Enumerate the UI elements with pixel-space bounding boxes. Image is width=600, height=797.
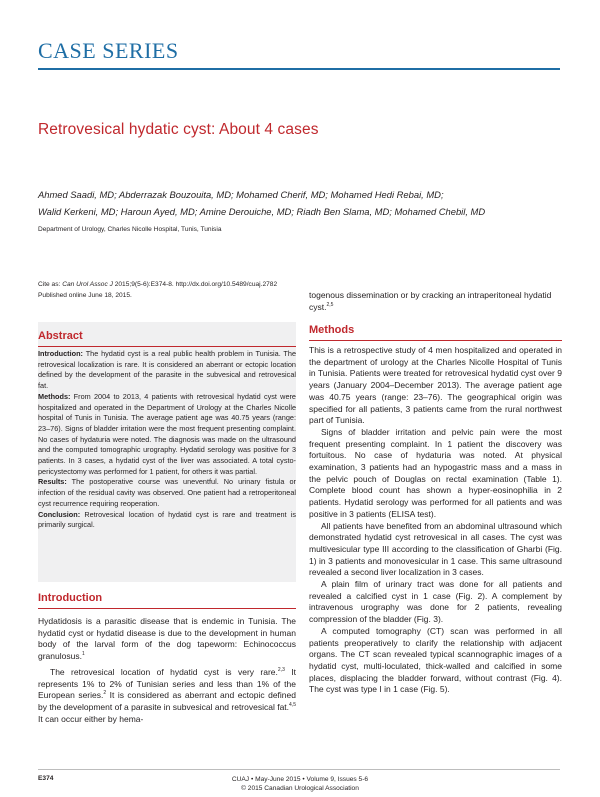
- abstract-results: [38, 477, 296, 509]
- citation-doi[interactable]: 2015;9(5-6):E374-8. http://dx.doi.org/10.5489/cuaj.2782: [112, 281, 278, 288]
- citation-block: [38, 279, 298, 301]
- methods-paragraph: Signs of bladder irritation and pelvic pain were the most frequent presenting complaint. In 1 patient the discovery was fortuitous. No case of hydaturia was noted. At physical examination, 3 patients had an hypogastric mass and a mass in the pelvic pouch of Douglas on rectal examination (Table 1). Complete blood count has shown a hyper-eosinophilia in 2 patients. Hydatid serology was performed for all patients and was positive in 3 patients (ELISA test).: [309, 426, 562, 519]
- footer-journal: [0, 775, 600, 793]
- introduction-p2-text-a: The retrovesical location of hydatid cyst is very rare.: [50, 666, 278, 677]
- footer-divider: [38, 769, 560, 770]
- methods-paragraph: All patients have benefited from an abdominal ultrasound which demonstrated hydatid cyst retrovesical in all cases. The cyst was multivesicular type III according to the classification of Gharbi (Fig. 1) in 3 patients and monovesicular in 1 case. This same ultrasound revealed a second liver localization in 3 cases.: [309, 520, 562, 578]
- methods-body: [309, 345, 562, 696]
- continued-text: togenous dissemination or by cracking an intraperitoneal hydatid cyst.: [309, 290, 552, 312]
- copyright-line: © 2015 Canadian Urological Association: [241, 785, 359, 792]
- abstract-methods-label: Methods:: [38, 391, 71, 401]
- abstract-methods: [38, 392, 296, 478]
- journal-issue-line: CUAJ • May-June 2015 • Volume 9, Issues 5-6: [231, 776, 369, 783]
- abstract-body: [38, 349, 296, 531]
- abstract-conclusion: [38, 510, 296, 531]
- abstract-divider: [38, 346, 296, 347]
- abstract-introduction-label: Introduction:: [38, 349, 83, 358]
- citation-journal: Can Urol Assoc J: [62, 281, 113, 288]
- introduction-p2-text-b: It represents 1% to 2% of Tunisian series and less than 1% of the European series.: [38, 666, 296, 701]
- introduction-p2-text-d: It can occur either by hema-: [38, 713, 144, 724]
- methods-paragraph: A plain film of urinary tract was done for all patients and revealed a calcified cyst in 1 case (Fig. 2). A complement by intravenous urography was done for 2 patients, revealing compression of the bladder (Fig. 3).: [309, 579, 562, 625]
- abstract-introduction-text: The hydatid cyst is a real public health problem in Tunisia. The retrovesical localization is rare. It is considered an aberrant or ectopic location defined by the development of the parasite in the subvesical and retrovesical fat.: [38, 349, 296, 391]
- methods-heading: Methods: [309, 324, 355, 336]
- citation-prefix: Cite as:: [38, 281, 63, 288]
- reference-marker: 1: [81, 651, 85, 658]
- author-line-2: Walid Kerkeni, MD; Haroun Ayed, MD; Amine Derouiche, MD; Riadh Ben Slama, MD; Mohamed Chebil, MD: [38, 206, 486, 217]
- introduction-divider: [38, 608, 296, 609]
- author-line-1: Ahmed Saadi, MD; Abderrazak Bouzouita, MD; Mohamed Cherif, MD; Mohamed Hedi Rebai, MD;: [38, 189, 444, 200]
- continued-paragraph: [309, 290, 562, 313]
- introduction-heading: Introduction: [38, 592, 103, 604]
- citation-line: [38, 279, 298, 290]
- introduction-body: [38, 616, 296, 725]
- affiliation: Department of Urology, Charles Nicolle Hospital, Tunis, Tunisia: [38, 226, 222, 233]
- abstract-conclusion-label: Conclusion:: [38, 509, 81, 519]
- methods-paragraph: A computed tomography (CT) scan was performed in all patients preoperatively to clarify the relationship with adjacent organs. The CT scan revealed typical scannographic images of a hydatid cyst, multi-loculated, thick-walled and calcified in some places, displacing the bladder forward, without contrast (Fig. 4). The cyst was type I in 1 case (Fig. 5).: [309, 625, 562, 695]
- abstract-heading: Abstract: [38, 330, 83, 342]
- author-list: [38, 186, 568, 220]
- introduction-p1-text: Hydatidosis is a parasitic disease that is endemic in Tunisia. The hydatid cyst or hydatid disease is due to the development in human body of the larval form of the dog tapeworm: Echinococcus granulosus.: [38, 616, 296, 662]
- abstract-methods-text: From 2004 to 2013, 4 patients with retrovesical hydatid cyst were hospitalized and operated in the Department of Urology at the Charles Nicolle hospital of Tunis in Tunisia. The average patient age was 40.75 years (range: 23–76). Signs of bladder irritation were the most frequent presenting complaint. No cases of hydaturia were noted. The diagnosis was made on the ultrasound and the computed tomographic urography. Hydatid serology was positive for 3 patients. In 3 cases, a hydatid cyst of the liver was associated. A total cysto-pericystectomy was performed for 1 patient, for others it was partial.: [38, 391, 296, 476]
- abstract-conclusion-text: Retrovesical location of hydatid cyst is rare and treatment is primarily surgical.: [38, 509, 296, 530]
- header-divider: [38, 68, 560, 70]
- abstract-results-label: Results:: [38, 477, 67, 487]
- page-number: E374: [38, 775, 54, 782]
- reference-marker: 4,5: [289, 702, 296, 709]
- abstract-results-text: The postoperative course was uneventful. No urinary fistula or infection of the residual cavity was observed. One patient had a retroperitoneal cyst recurrence requiring reoperation.: [38, 477, 296, 508]
- article-title: Retrovesical hydatic cyst: About 4 cases: [38, 121, 319, 138]
- introduction-p2-text-c: It is considered as aberrant and ectopic defined by the development of a parasite in subvesical and retrovesical fat.: [38, 690, 296, 712]
- abstract-introduction: [38, 349, 296, 392]
- introduction-paragraph: [38, 667, 296, 726]
- introduction-paragraph: [38, 616, 296, 663]
- reference-marker: 2: [103, 690, 107, 697]
- reference-marker: 2,3: [277, 666, 285, 673]
- reference-marker: 2,5: [326, 301, 334, 308]
- methods-paragraph: This is a retrospective study of 4 men hospitalized and operated in the department of urology at the Charles Nicolle Hospital of Tunis in Tunisia. Patients were treated for retrovesical hydatid cyst over 9 years (January 2004–December 2013). The average patient age was 40.75 years (range: 23–76). The geographical origin was specified for all patients, 3 patients came from the rural northwest part of Tunisia.: [309, 345, 562, 426]
- methods-divider: [309, 340, 562, 341]
- published-date: Published online June 18, 2015.: [38, 292, 132, 299]
- section-series-label: CASE SERIES: [38, 38, 179, 63]
